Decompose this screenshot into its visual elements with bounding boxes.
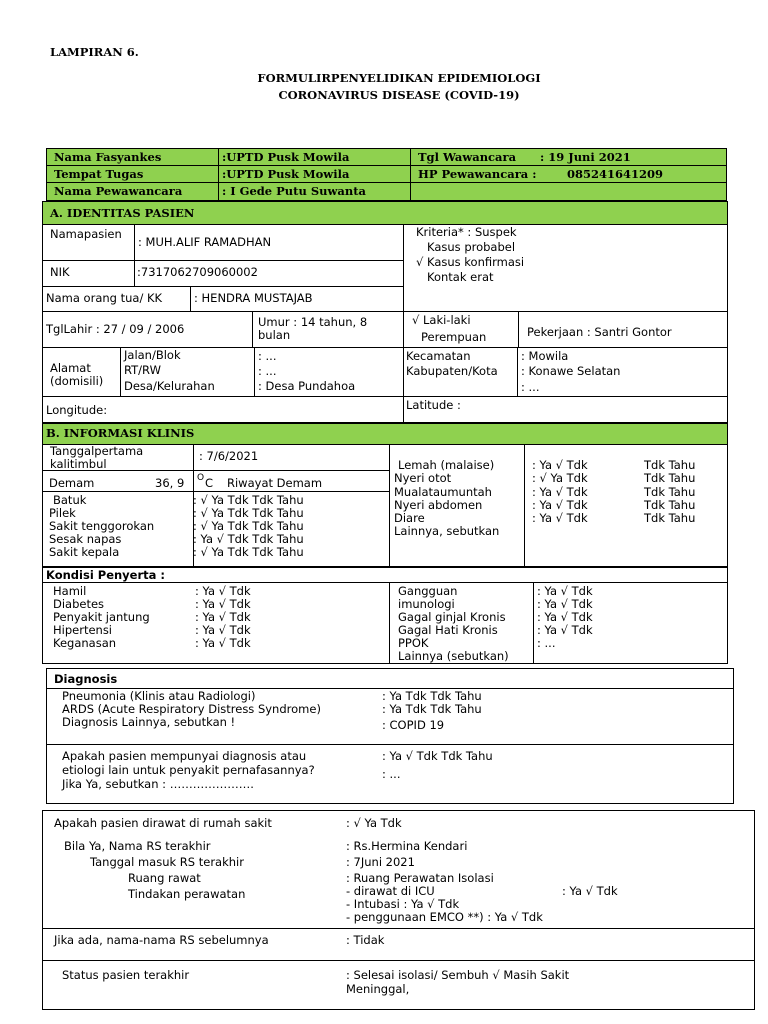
pneumonia-label: Pneumonia (Klinis atau Radiologi) xyxy=(62,689,256,703)
pekerjaan: Pekerjaan : Santri Gontor xyxy=(527,325,672,339)
diagnosis-lain-value: : COPID 19 xyxy=(382,718,445,732)
kabupaten-label: Kabupaten/Kota xyxy=(406,364,498,378)
jalan-label: Jalan/Blok xyxy=(124,348,181,362)
rs-sebelum-label: Jika ada, nama-nama RS sebelumnya xyxy=(54,933,269,947)
ginjal-value: : Ya √ Tdk xyxy=(537,610,593,624)
symptom-pilek: Pilek xyxy=(49,506,76,520)
tgl-lahir: TglLahir : 27 / 09 / 2006 xyxy=(46,322,185,336)
pneumonia-value: : Ya Tdk Tdk Tahu xyxy=(382,689,482,703)
rs-sebelum-value: : Tidak xyxy=(346,933,385,947)
hipertensi-value: : Ya √ Tdk xyxy=(195,623,251,637)
form-title-1: FORMULIRPENYELIDIKAN EPIDEMIOLOGI xyxy=(257,71,541,85)
kriteria-kontak: Kontak erat xyxy=(427,270,494,284)
lampiran-label: LAMPIRAN 6. xyxy=(50,45,139,59)
diare-tdk-tahu: Tdk Tahu xyxy=(644,511,696,525)
lainnya-value: : ... xyxy=(537,636,556,650)
symptom-diare: Diare xyxy=(394,511,425,525)
lemah-value: : Ya √ Tdk xyxy=(532,458,588,472)
tindakan-label: Tindakan perawatan xyxy=(128,887,246,901)
kriteria-konfirmasi: √ Kasus konfirmasi xyxy=(416,255,525,269)
jalan-value: : ... xyxy=(258,349,277,363)
kriteria-suspek: Kriteria* : Suspek xyxy=(416,225,517,239)
kondisi-ppok: PPOK xyxy=(398,636,429,650)
sex-perempuan: Perempuan xyxy=(421,330,487,344)
kondisi-ginjal: Gagal ginjal Kronis xyxy=(398,610,506,624)
umur: Umur : 14 tahun, 8 bulan xyxy=(258,315,368,342)
demam-celsius: C xyxy=(205,476,214,490)
diagnosis-lain-label: Diagnosis Lainnya, sebutkan ! xyxy=(62,715,236,729)
form-title-2: CORONAVIRUS DISEASE (COVID-19) xyxy=(278,88,520,102)
abdomen-tdk-tahu: Tdk Tahu xyxy=(644,498,696,512)
symptom-nyeri-otot: Nyeri otot xyxy=(394,471,452,485)
mual-tdk-tahu: Tdk Tahu xyxy=(644,485,696,499)
rt-label: RT/RW xyxy=(124,363,161,377)
batuk-value: : √ Ya Tdk Tdk Tahu xyxy=(193,493,304,507)
kondisi-keganasan: Keganasan xyxy=(53,636,117,650)
kondisi-diabetes: Diabetes xyxy=(53,597,105,611)
kondisi-title: Kondisi Penyerta : xyxy=(46,568,166,582)
nama-pasien-label: Namapasien xyxy=(50,227,122,241)
desa-value: : Desa Pundahoa xyxy=(258,379,356,393)
etiologi-question-2: etiologi lain untuk penyakit pernafasannya? xyxy=(62,763,315,777)
tgl-masuk-value: : 7Juni 2021 xyxy=(346,855,415,869)
symptom-mual: Mualataumuntah xyxy=(394,485,492,499)
symptom-kepala: Sakit kepala xyxy=(49,545,120,559)
etiologi-question-1: Apakah pasien mempunyai diagnosis atau xyxy=(62,749,307,763)
etiologi-value: : Ya √ Tdk Tdk Tahu xyxy=(382,749,493,763)
icu-label: - dirawat di ICU xyxy=(346,884,435,898)
gangguan-value: : Ya √ Tdk xyxy=(537,584,593,598)
nik-label: NIK xyxy=(50,265,70,279)
hamil-value: : Ya √ Tdk xyxy=(195,584,251,598)
symptom-lemah: Lemah (malaise) xyxy=(398,458,495,472)
sex-laki-laki: √ Laki-laki xyxy=(412,313,471,327)
rt-value: : ... xyxy=(258,364,277,378)
kondisi-lainnya: Lainnya (sebutkan) xyxy=(398,649,509,663)
keganasan-value: : Ya √ Tdk xyxy=(195,636,251,650)
section-b-title: B. INFORMASI KLINIS xyxy=(46,426,195,440)
tgl-timbul-value: : 7/6/2021 xyxy=(199,449,259,463)
mual-value: : Ya √ Tdk xyxy=(532,485,588,499)
tgl-timbul-label: Tanggalpertama kalitimbul xyxy=(50,444,144,471)
tenggorokan-value: : √ Ya Tdk Tdk Tahu xyxy=(193,519,304,533)
symptom-sesak: Sesak napas xyxy=(49,532,122,546)
etiologi-question-3: Jika Ya, sebutkan : …………………. xyxy=(62,777,254,791)
dirawat-label: Apakah pasien dirawat di rumah sakit xyxy=(54,816,272,830)
tgl-wawancara-label: Tgl Wawancara xyxy=(418,150,517,164)
abdomen-value: : Ya √ Tdk xyxy=(532,498,588,512)
status-label: Status pasien terakhir xyxy=(62,968,190,982)
extra-address-value: : ... xyxy=(521,380,540,394)
kondisi-gangguan: Gangguan xyxy=(398,584,458,598)
kondisi-jantung: Penyakit jantung xyxy=(53,610,150,624)
diabetes-value: : Ya √ Tdk xyxy=(195,597,251,611)
ards-label: ARDS (Acute Respiratory Distress Syndrome) xyxy=(62,702,321,716)
kecamatan-label: Kecamatan xyxy=(406,349,471,363)
demam-value: 36, 9 xyxy=(155,476,185,490)
icu-value: : Ya √ Tdk xyxy=(562,884,618,898)
lemah-tdk-tahu: Tdk Tahu xyxy=(644,458,696,472)
kondisi-imunologi: imunologi xyxy=(398,597,455,611)
dirawat-value: : √ Ya Tdk xyxy=(346,816,402,830)
ards-value: : Ya Tdk Tdk Tahu xyxy=(382,702,482,716)
symptom-abdomen: Nyeri abdomen xyxy=(394,498,483,512)
demam-label: Demam xyxy=(49,476,95,490)
desa-label: Desa/Kelurahan xyxy=(124,379,215,393)
symptom-tenggorokan: Sakit tenggorokan xyxy=(49,519,155,533)
orang-tua-label: Nama orang tua/ KK xyxy=(46,291,163,305)
diare-value: : Ya √ Tdk xyxy=(532,511,588,525)
nyeri-otot-tdk-tahu: Tdk Tahu xyxy=(644,471,696,485)
emco: - penggunaan EMCO **) : Ya √ Tdk xyxy=(346,910,543,924)
nama-pasien-value: : MUH.ALIF RAMADHAN xyxy=(138,235,272,249)
nik-value: :7317062709060002 xyxy=(137,265,258,279)
tgl-masuk-label: Tanggal masuk RS terakhir xyxy=(90,855,244,869)
status-value: : Selesai isolasi/ Sembuh √ Masih Sakit xyxy=(346,968,570,982)
intubasi: - Intubasi : Ya √ Tdk xyxy=(346,897,460,911)
kondisi-hamil: Hamil xyxy=(53,584,87,598)
tgl-wawancara-value: : 19 Juni 2021 xyxy=(540,150,631,164)
kecamatan-value: : Mowila xyxy=(521,349,569,363)
kepala-value: : √ Ya Tdk Tdk Tahu xyxy=(193,545,304,559)
nama-rs-label: Bila Ya, Nama RS terakhir xyxy=(64,839,211,853)
tempat-tugas-value: :UPTD Pusk Mowila xyxy=(222,167,350,181)
imunologi-value: : Ya √ Tdk xyxy=(537,597,593,611)
nama-rs-value: : Rs.Hermina Kendari xyxy=(346,839,468,853)
riwayat-demam: Riwayat Demam xyxy=(227,476,323,490)
orang-tua-value: : HENDRA MUSTAJAB xyxy=(194,291,313,305)
kondisi-hati: Gagal Hati Kronis xyxy=(398,623,498,637)
fasyankes-label: Nama Fasyankes xyxy=(54,150,162,164)
pilek-value: : √ Ya Tdk Tdk Tahu xyxy=(193,506,304,520)
kabupaten-value: : Konawe Selatan xyxy=(521,364,621,378)
nyeri-otot-value: : √ Ya Tdk xyxy=(532,471,588,485)
pewawancara-label: Nama Pewawancara xyxy=(54,184,183,198)
jantung-value: : Ya √ Tdk xyxy=(195,610,251,624)
longitude-label: Longitude: xyxy=(46,403,108,417)
hp-pewawancara-value: 085241641209 xyxy=(567,167,664,181)
kondisi-hipertensi: Hipertensi xyxy=(53,623,113,637)
fasyankes-value: :UPTD Pusk Mowila xyxy=(222,150,350,164)
demam-degree: O xyxy=(197,473,205,483)
alamat-label: Alamat (domisili) xyxy=(50,361,104,388)
section-a-title: A. IDENTITAS PASIEN xyxy=(50,206,195,220)
etiologi-value-2: : ... xyxy=(382,767,401,781)
kriteria-probabel: Kasus probabel xyxy=(427,240,516,254)
ruang-rawat-label: Ruang rawat xyxy=(128,871,201,885)
sesak-value: : Ya √ Tdk Tdk Tahu xyxy=(193,532,304,546)
latitude-label: Latitude : xyxy=(406,398,461,412)
hati-value: : Ya √ Tdk xyxy=(537,623,593,637)
pewawancara-value: : I Gede Putu Suwanta xyxy=(222,184,366,198)
tempat-tugas-label: Tempat Tugas xyxy=(54,167,144,181)
symptom-batuk: Batuk xyxy=(53,493,87,507)
symptom-lainnya: Lainnya, sebutkan xyxy=(394,524,500,538)
status-value-2: Meninggal, xyxy=(346,982,410,996)
diagnosis-title: Diagnosis xyxy=(54,672,118,686)
ruang-rawat-value: : Ruang Perawatan Isolasi xyxy=(346,871,494,885)
hp-pewawancara-label: HP Pewawancara : xyxy=(418,167,537,181)
